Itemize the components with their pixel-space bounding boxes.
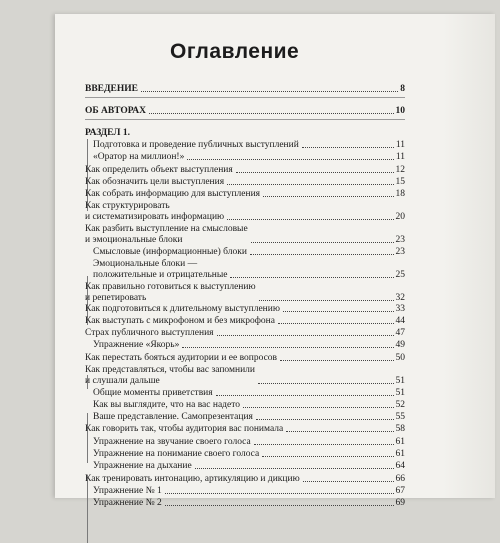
dot-leader [236, 172, 394, 173]
toc-entry-page: 49 [395, 340, 405, 350]
toc-entry-page: 32 [395, 293, 405, 303]
toc-entry-page: 51 [395, 388, 405, 398]
dot-leader [217, 335, 394, 336]
toc-entry-page: 67 [395, 486, 405, 496]
toc-entry-label: Упражнение № 1 [93, 486, 162, 496]
toc-entry-label: Страх публичного выступления [85, 328, 214, 338]
toc-entry-page: 33 [395, 304, 405, 314]
toc-entry-label: ВВЕДЕНИЕ [85, 84, 138, 94]
toc-entry [85, 224, 405, 246]
toc-entry-page: 47 [395, 328, 405, 338]
toc-entry-page: 61 [395, 437, 405, 447]
dot-leader [227, 184, 393, 185]
dot-leader [243, 407, 394, 408]
dot-leader [259, 300, 394, 301]
toc-entry-label: Подготовка и проведение публичных выступлений [93, 140, 299, 150]
toc-entry [93, 461, 405, 472]
toc-entry-page: 52 [395, 400, 405, 410]
toc-entry-label: Как правильно готовиться к выступлению и репетировать [85, 282, 256, 303]
dot-leader [303, 481, 394, 482]
toc-entry-page: 66 [395, 474, 405, 484]
toc-entry-label: Как тренировать интонацию, артикуляцию и дикцию [85, 474, 300, 484]
section-bar-6 [87, 515, 88, 543]
toc-entry [85, 201, 405, 223]
toc-entry-label: Как определить объект выступления [85, 165, 233, 175]
toc-entry [85, 316, 405, 327]
dot-leader [302, 147, 394, 148]
section-bar-4 [87, 413, 88, 463]
dot-leader [187, 159, 394, 160]
toc-entry [85, 424, 405, 435]
toc-entry-label: Упражнение на понимание своего голоса [93, 449, 260, 459]
toc-entry-page: 58 [395, 424, 405, 434]
dot-leader [283, 311, 394, 312]
toc-entry-label: Как перестать бояться аудитории и ее вопросов [85, 353, 278, 363]
toc-entry [85, 177, 405, 188]
toc-entry-label: Как представляться, чтобы вас запомнили и слушали дальше [85, 365, 255, 386]
page-title: Оглавление [170, 40, 300, 63]
toc-entry [85, 165, 405, 176]
toc-entry [85, 474, 405, 485]
toc-entry-label: Упражнение № 2 [93, 498, 162, 508]
dot-leader [165, 505, 394, 506]
toc-entry-page: 11 [395, 140, 405, 150]
toc-entry-page: 10 [395, 106, 405, 116]
toc-entry [93, 388, 405, 399]
toc-entry-label: Как подготовиться к длительному выступлению [85, 304, 280, 314]
toc-entry-page: 15 [395, 177, 405, 187]
toc-entry [93, 140, 405, 151]
book-page [55, 14, 495, 508]
toc-entry [93, 486, 405, 497]
toc-entry [85, 84, 405, 98]
toc-entry-label: Как структурировать и систематизировать информацию [85, 201, 225, 222]
toc-entry [93, 400, 405, 411]
dot-leader [165, 493, 394, 494]
toc-entry [85, 282, 405, 304]
dot-leader [263, 196, 393, 197]
toc-entry-page: 61 [395, 449, 405, 459]
toc-entry-page: 25 [395, 270, 405, 280]
toc-entry-label: Упражнение на звучание своего голоса [93, 437, 251, 447]
toc-entry-label: Как собрать информацию для выступления [85, 189, 261, 199]
toc-entry [93, 247, 405, 258]
toc-entry-page: 12 [395, 165, 405, 175]
toc-entry [93, 449, 405, 460]
dot-leader [286, 431, 393, 432]
toc-entry-page: 11 [395, 152, 405, 162]
toc-entry [85, 365, 405, 387]
toc-entry-page: 51 [395, 376, 405, 386]
toc-entry-label: Упражнение «Якорь» [93, 340, 180, 350]
toc-entry-page: 69 [395, 498, 405, 508]
toc-entry-page: 23 [395, 247, 405, 257]
toc-entry-label: Как обозначить цели выступления [85, 177, 225, 187]
toc-entry-label: Как выступать с микрофоном и без микрофона [85, 316, 275, 326]
toc-entry-label: Как вы выглядите, что на вас надето [93, 400, 240, 410]
section-heading: РАЗДЕЛ 1. [85, 128, 130, 138]
dot-leader [278, 323, 394, 324]
toc-entry [85, 304, 405, 315]
dot-leader [250, 254, 394, 255]
toc-entry-label: Общие моменты приветствия [93, 388, 213, 398]
dot-leader [149, 113, 393, 114]
toc-entry [93, 259, 405, 281]
toc-entry-label: ОБ АВТОРАХ [85, 106, 147, 116]
toc-entry-label: Как разбить выступление на смысловые и эмоциональные блоки [85, 224, 248, 245]
toc-entry [85, 328, 405, 339]
toc-entry-page: 55 [395, 412, 405, 422]
toc-entry-page: 8 [400, 84, 405, 94]
dot-leader [258, 383, 394, 384]
toc-entry-page: 64 [395, 461, 405, 471]
dot-leader [141, 91, 398, 92]
dot-leader [262, 456, 393, 457]
dot-leader [254, 444, 394, 445]
toc-entry-page: 50 [395, 353, 405, 363]
toc-entry-label: Как говорить так, чтобы аудитория вас понимала [85, 424, 284, 434]
dot-leader [216, 395, 394, 396]
dot-leader [230, 277, 393, 278]
dot-leader [280, 360, 393, 361]
toc-entry [85, 353, 405, 364]
toc-entry-label: «Оратор на миллион!» [93, 152, 185, 162]
toc-entry [85, 106, 405, 120]
toc-entry [93, 412, 405, 423]
toc-entry-label: Ваше представление. Самопрезентация [93, 412, 253, 422]
dot-leader [182, 347, 393, 348]
toc-entry-page: 23 [395, 235, 405, 245]
toc-entry [93, 152, 405, 163]
toc-entry [85, 189, 405, 200]
toc-entry-label: Смысловые (информационные) блоки [93, 247, 247, 257]
toc-entry [93, 340, 405, 351]
dot-leader [256, 419, 394, 420]
page-shading [443, 14, 495, 498]
dot-leader [195, 468, 394, 469]
dot-leader [251, 242, 394, 243]
toc-entry-label: Упражнение на дыхание [93, 461, 192, 471]
toc-entry-page: 44 [395, 316, 405, 326]
toc-entry [93, 437, 405, 448]
toc-entry-page: 20 [395, 212, 405, 222]
toc-entry-label: Эмоциональные блоки — положительные и отрицательные [93, 259, 228, 280]
toc-entry-page: 18 [395, 189, 405, 199]
dot-leader [227, 219, 393, 220]
